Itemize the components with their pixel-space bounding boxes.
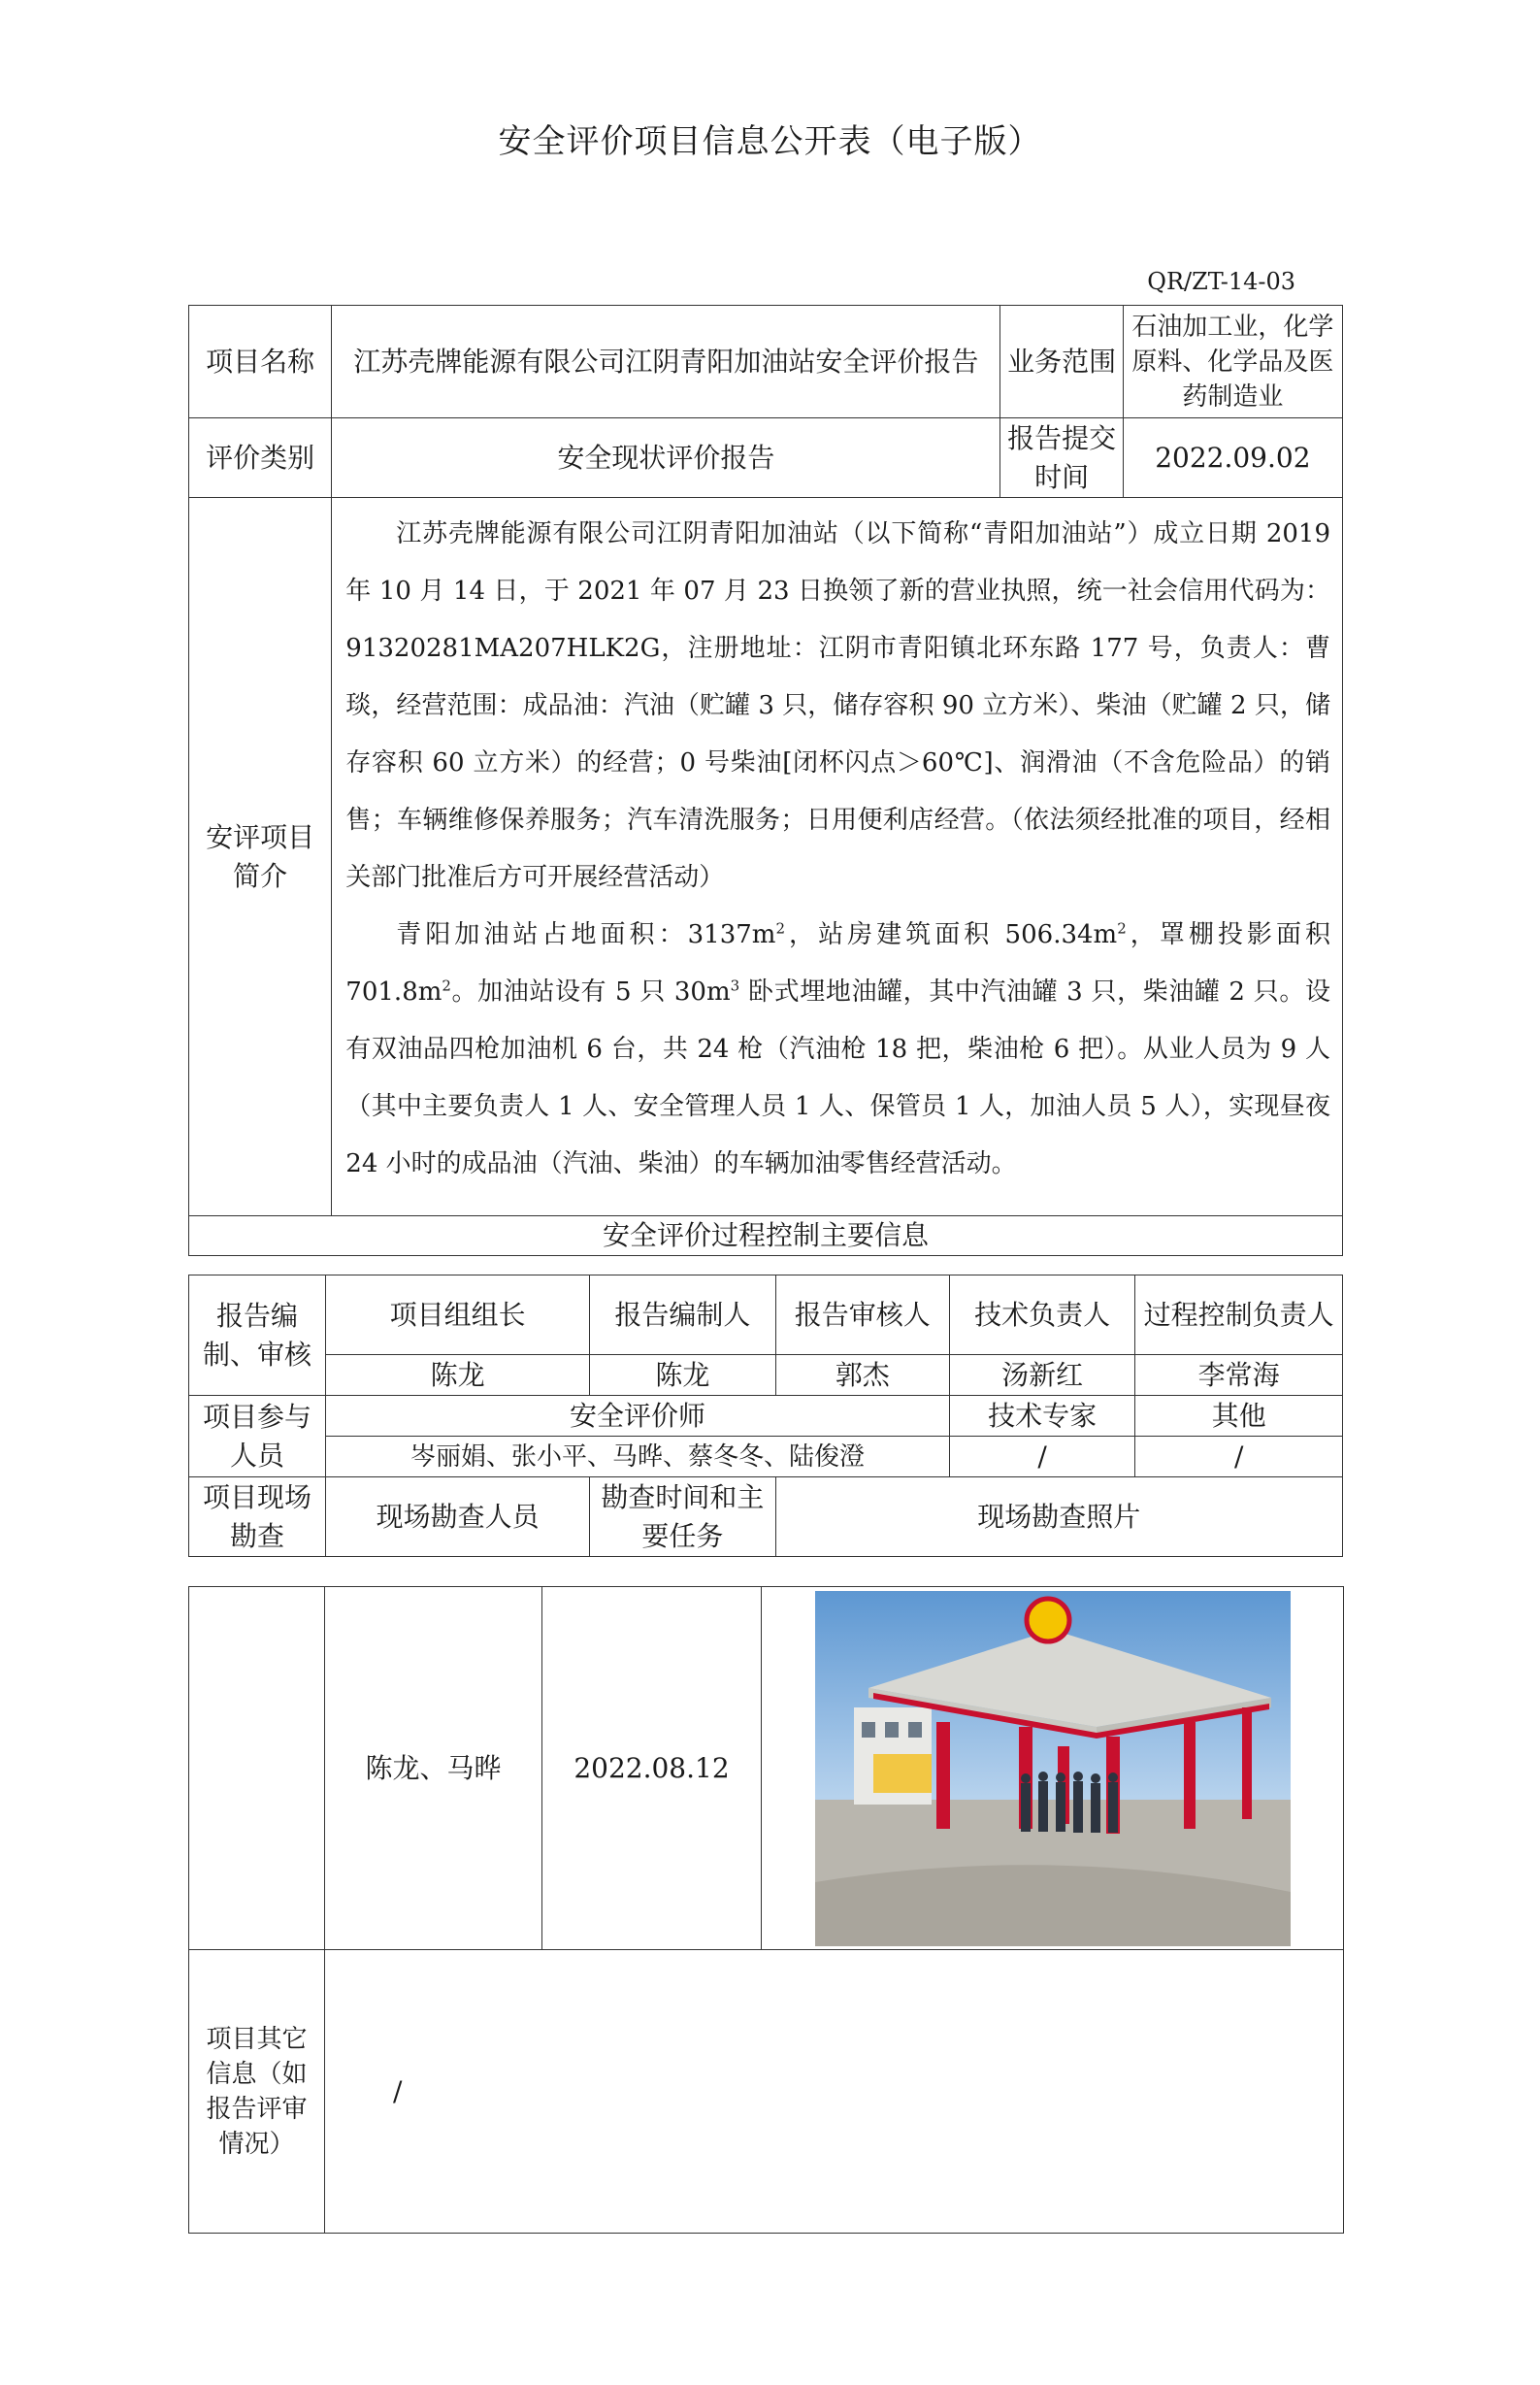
shell-logo <box>1027 1599 1069 1641</box>
header-report-reviewer-2: 报告审核人 <box>775 1275 949 1355</box>
evaluation-type-value: 安全现状评价报告 <box>332 418 1000 498</box>
intro-text <box>332 498 1343 1216</box>
business-scope-label: 业务范围 <box>1000 306 1123 418</box>
divider <box>184 1275 1349 1276</box>
intro-label: 安评项目简介 <box>189 498 332 1216</box>
survey-date-value: 2022.08.12 <box>542 1587 762 1950</box>
gas-station-photo <box>815 1591 1291 1946</box>
tech-lead-value-2: 汤新红 <box>949 1355 1134 1396</box>
other-info-value: / <box>325 1950 1344 2234</box>
team-table <box>188 1275 1343 1557</box>
participants-label: 项目参与人员 <box>189 1396 326 1477</box>
report-team-label-2: 报告编制、审核 <box>189 1275 326 1396</box>
project-name-label: 项目名称 <box>189 306 332 418</box>
intro-paragraph-2: 青阳加油站占地面积：$3137m^2$，站房建筑面积 $506.34m^2$，罩棚投影面积 $701.8m^2$。加油站设有 5 只 $30m^3$ 卧式埋地油罐，其中汽油罐 3 只，柴油罐 2 只。设有双油品四枪加油机 6 台，共 24 枪（汽油枪 18 把，柴油枪 6 把）。从业人员为 9 人（其中主要负责人 1 人、安全管理人员 1 人、保管员 1 人，加油人员 5 人），实现昼夜 24 小时的成品油（汽油、柴油）的车辆加油零售经营活动。 <box>345 919 1330 1178</box>
survey-photo-cell <box>762 1587 1344 1950</box>
header-safety-assessor: 安全评价师 <box>326 1396 950 1437</box>
survey-people-value: 陈龙、马晔 <box>325 1587 542 1950</box>
header-other: 其他 <box>1135 1396 1343 1437</box>
process-lead-value-2: 李常海 <box>1135 1355 1343 1396</box>
header-tech-expert: 技术专家 <box>949 1396 1134 1437</box>
survey-label-empty <box>189 1587 325 1950</box>
header-survey-people: 现场勘查人员 <box>326 1477 590 1557</box>
team-leader-value-2: 陈龙 <box>326 1355 590 1396</box>
header-process-lead-2: 过程控制负责人 <box>1135 1275 1343 1355</box>
safety-assessors-value: 岑丽娟、张小平、马晔、蔡冬冬、陆俊澄 <box>326 1437 950 1477</box>
document-number: QR/ZT-14-03 <box>1147 268 1295 295</box>
report-author-value-2: 陈龙 <box>590 1355 775 1396</box>
site-survey-label: 项目现场勘查 <box>189 1477 326 1557</box>
business-scope-value: 石油加工业，化学原料、化学品及医药制造业 <box>1123 306 1342 418</box>
header-survey-photo: 现场勘查照片 <box>775 1477 1342 1557</box>
info-table <box>188 305 1343 1256</box>
intro-paragraph-1: 江苏壳牌能源有限公司江阴青阳加油站（以下简称“青阳加油站”）成立日期 2019 年 10 月 14 日，于 2021 年 07 月 23 日换领了新的营业执照，统一社会信用代码为：91320281MA207HLK2G，注册地址：江阴市青阳镇北环东路 177 号，负责人：曹琰，经营范围：成品油：汽油（贮罐 3 只，储存容积 90 立方米）、柴油（贮罐 2 只，储存容积 60 立方米）的经营；0 号柴油[闭杯闪点＞60℃]、润滑油（不含危险品）的销售；车辆维修保养服务；汽车清洗服务；日用便利店经营。（依法须经批准的项目，经相关部门批准后方可开展经营活动） <box>345 519 1330 892</box>
tech-expert-value: / <box>949 1437 1134 1477</box>
project-name-value: 江苏壳牌能源有限公司江阴青阳加油站安全评价报告 <box>332 306 1000 418</box>
evaluation-type-label: 评价类别 <box>189 418 332 498</box>
submit-time-value: 2022.09.02 <box>1123 418 1342 498</box>
header-survey-time: 勘查时间和主要任务 <box>590 1477 775 1557</box>
header-report-author-2: 报告编制人 <box>590 1275 775 1355</box>
other-info-label: 项目其它信息（如报告评审情况） <box>189 1950 325 2234</box>
submit-time-label: 报告提交时间 <box>1000 418 1123 498</box>
header-tech-lead-2: 技术负责人 <box>949 1275 1134 1355</box>
header-team-leader-2: 项目组组长 <box>326 1275 590 1355</box>
process-control-header: 安全评价过程控制主要信息 <box>189 1216 1343 1256</box>
page-title: 安全评价项目信息公开表（电子版） <box>498 122 1042 161</box>
report-reviewer-value-2: 郭杰 <box>775 1355 949 1396</box>
survey-table <box>188 1586 1344 2234</box>
other-value: / <box>1135 1437 1343 1477</box>
